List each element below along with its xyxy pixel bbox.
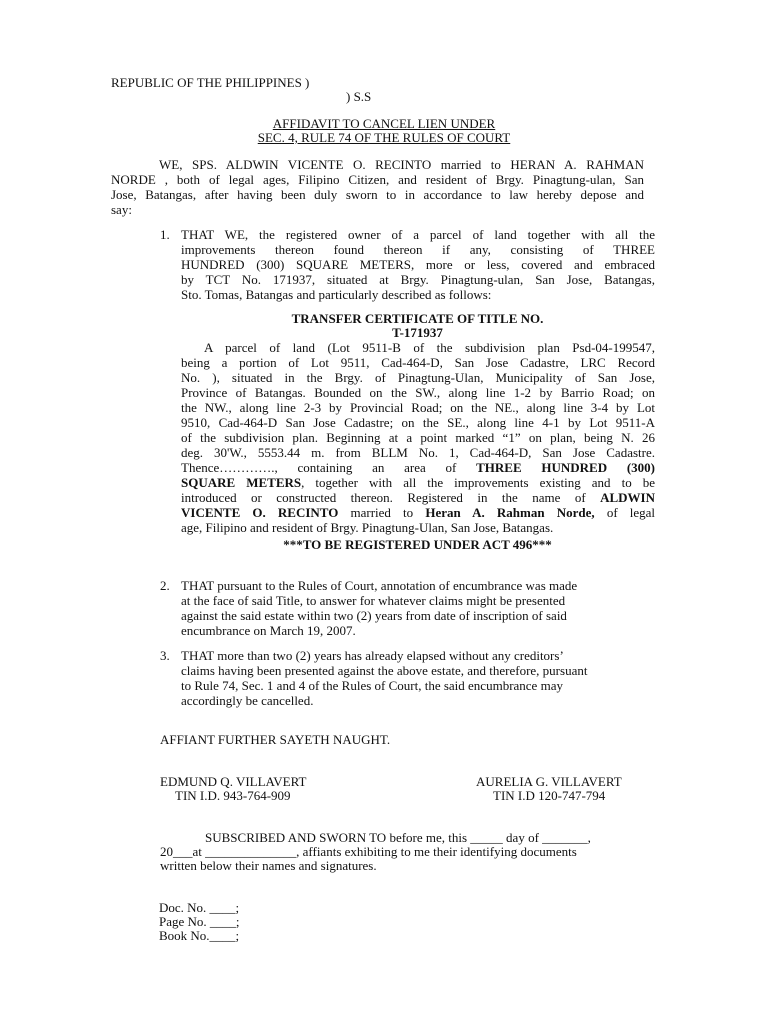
description-line: SQUARE METERS, together with all the improvements existing and to be bbox=[181, 475, 655, 490]
description-line: 9510, Cad-464-D San Jose Cadastre; on the SE., along line 4-1 by Lot 9511-A bbox=[181, 415, 655, 430]
description-line: age, Filipino and resident of Brgy. Pinagtung-Ulan, San Jose, Batangas. bbox=[181, 520, 554, 535]
description-line: Thence…………., containing an area of THREE HUNDRED (300) bbox=[181, 460, 655, 475]
affiant-1-name: EDMUND Q. VILLAVERT bbox=[160, 774, 307, 789]
intro-line: WE, SPS. ALDWIN VICENTE O. RECINTO married to HERAN A. RAHMAN bbox=[159, 157, 644, 172]
item3-line: claims having been presented against the above estate, and therefore, pursuant bbox=[181, 663, 588, 678]
land-description bbox=[181, 340, 655, 535]
item3-line: accordingly be cancelled. bbox=[181, 693, 314, 708]
doc-number: Doc. No. ____; bbox=[159, 900, 240, 915]
registered-note: ***TO BE REGISTERED UNDER ACT 496*** bbox=[283, 537, 552, 552]
intro-line: say: bbox=[111, 202, 132, 217]
book-number: Book No.____; bbox=[159, 928, 240, 943]
jurat-line: 20___at ______________, affiants exhibiting to me their identifying documents bbox=[160, 844, 577, 859]
item1-line: improvements thereon found thereon if any, consisting of THREE bbox=[181, 242, 655, 257]
item3-number: 3. bbox=[160, 648, 170, 663]
item2-line: against the said estate within two (2) years from date of inscription of said bbox=[181, 608, 567, 623]
item2-paragraph bbox=[181, 578, 577, 638]
item3-line: THAT more than two (2) years has already elapsed without any creditors’ bbox=[181, 648, 564, 663]
intro-paragraph bbox=[111, 157, 644, 217]
description-line: deg. 30'W., 5553.44 m. from BLLM No. 1, Cad-464-D, San Jose Cadastre. bbox=[181, 445, 655, 460]
description-line: of the subdivision plan. Beginning at a point marked “1” on plan, being N. 26 bbox=[181, 430, 655, 445]
affiant-2-tin: TIN I.D 120-747-794 bbox=[493, 788, 606, 803]
document-title-line1: AFFIDAVIT TO CANCEL LIEN UNDER bbox=[272, 116, 496, 131]
affiant-2-name: AURELIA G. VILLAVERT bbox=[476, 774, 622, 789]
description-line: the NW., along line 2-3 by Provincial Road; on the NE., along line 3-4 by Lot bbox=[181, 400, 655, 415]
closing-statement: AFFIANT FURTHER SAYETH NAUGHT. bbox=[160, 732, 391, 747]
item2-line: THAT pursuant to the Rules of Court, annotation of encumbrance was made bbox=[181, 578, 578, 593]
item1-line: Sto. Tomas, Batangas and particularly described as follows: bbox=[181, 287, 492, 302]
description-line: Province of Batangas. Bounded on the SW., along line 1-2 by Barrio Road; on bbox=[181, 385, 655, 400]
ss-marker: ) S.S bbox=[346, 89, 372, 104]
item3-line: to Rule 74, Sec. 1 and 4 of the Rules of Court, the said encumbrance may bbox=[181, 678, 563, 693]
page-number: Page No. ____; bbox=[159, 914, 240, 929]
item1-line: HUNDRED (300) SQUARE METERS, more or less, covered and embraced bbox=[181, 257, 655, 272]
description-line: VICENTE O. RECINTO married to Heran A. Rahman Norde, of legal bbox=[181, 505, 656, 520]
item2-line: encumbrance on March 19, 2007. bbox=[181, 623, 356, 638]
affiant-1-tin: TIN I.D. 943-764-909 bbox=[175, 788, 291, 803]
jurat-line: written below their names and signatures. bbox=[160, 858, 377, 873]
description-line: introduced or constructed thereon. Registered in the name of ALDWIN bbox=[181, 490, 655, 505]
document-title-line2: SEC. 4, RULE 74 OF THE RULES OF COURT bbox=[257, 130, 511, 145]
item3-paragraph bbox=[181, 648, 587, 708]
item1-number: 1. bbox=[160, 227, 170, 242]
description-line: No. ), situated in the Brgy. of Pinagtung-Ulan, Municipality of San Jose, bbox=[181, 370, 655, 385]
republic-heading: REPUBLIC OF THE PHILIPPINES ) bbox=[111, 75, 310, 90]
jurat-line: SUBSCRIBED AND SWORN TO before me, this _____ day of _______, bbox=[205, 830, 591, 845]
tct-heading: TRANSFER CERTIFICATE OF TITLE NO. bbox=[291, 311, 544, 326]
item1-line: THAT WE, the registered owner of a parcel of land together with all the bbox=[181, 227, 655, 242]
item2-line: at the face of said Title, to answer for whatever claims might be presented bbox=[181, 593, 566, 608]
intro-line: Jose, Batangas, after having been duly sworn to in accordance to law hereby depose and bbox=[111, 187, 644, 202]
intro-line: NORDE , both of legal ages, Filipino Citizen, and resident of Brgy. Pinagtung-ulan, San bbox=[111, 172, 644, 187]
item1-paragraph bbox=[181, 227, 655, 302]
tct-number: T-171937 bbox=[392, 325, 443, 340]
description-line: being a portion of Lot 9511, Cad-464-D, San Jose Cadastre, LRC Record bbox=[181, 355, 655, 370]
description-line: A parcel of land (Lot 9511-B of the subdivision plan Psd-04-199547, bbox=[204, 340, 655, 355]
item2-number: 2. bbox=[160, 578, 170, 593]
item1-line: by TCT No. 171937, situated at Brgy. Pinagtung-ulan, San Jose, Batangas, bbox=[181, 272, 655, 287]
